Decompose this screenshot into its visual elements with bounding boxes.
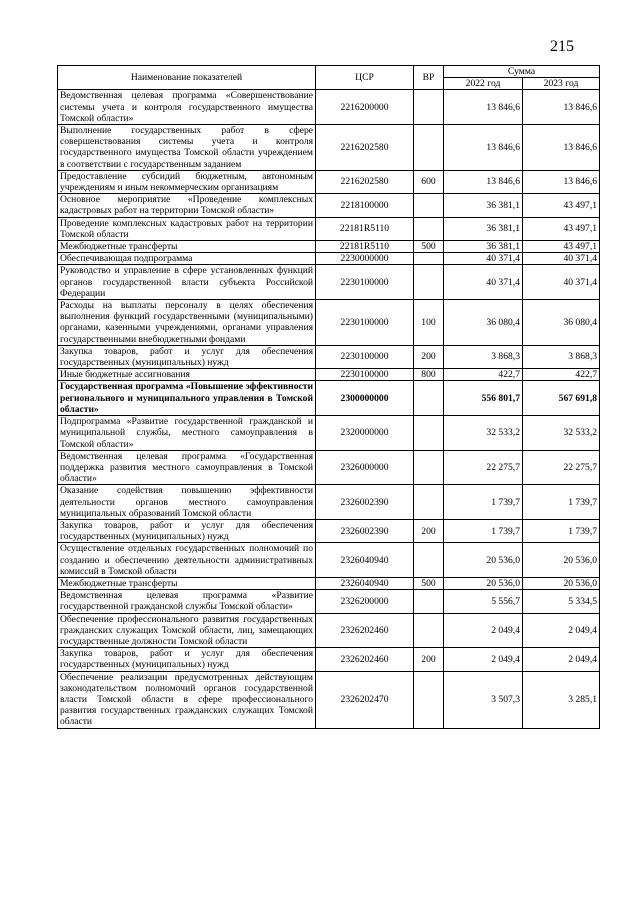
row-vr — [414, 125, 444, 171]
table-row — [58, 345, 600, 368]
row-sum-2023: 3 285,1 — [523, 671, 600, 728]
row-vr: 100 — [414, 300, 444, 346]
row-csr: 2216200000 — [316, 90, 414, 125]
row-sum-2023: 43 497,1 — [523, 241, 600, 253]
table-row — [58, 543, 600, 578]
row-sum-2022: 1 739,7 — [444, 485, 523, 520]
row-csr: 2216202580 — [316, 125, 414, 171]
header-vr: ВР — [414, 66, 444, 90]
row-sum-2023: 43 497,1 — [523, 194, 600, 217]
page-number: 215 — [550, 38, 574, 55]
row-vr: 200 — [414, 648, 444, 671]
budget-table — [57, 65, 600, 729]
row-vr — [414, 613, 444, 648]
table-row — [58, 194, 600, 217]
row-name: Иные бюджетные ассигнования — [58, 369, 316, 381]
row-sum-2023: 22 275,7 — [523, 450, 600, 485]
row-name: Оказание содействия повышению эффективности деятельности органов местного самоуправления муниципальных образований Томской области — [58, 485, 316, 520]
row-vr — [414, 217, 444, 240]
row-csr: 2230100000 — [316, 345, 414, 368]
row-sum-2023: 32 533,2 — [523, 416, 600, 451]
row-sum-2022: 3 507,3 — [444, 671, 523, 728]
row-sum-2022: 13 846,6 — [444, 125, 523, 171]
table-row — [58, 253, 600, 265]
row-sum-2023: 40 371,4 — [523, 253, 600, 265]
row-csr: 2320000000 — [316, 416, 414, 451]
row-sum-2022: 20 536,0 — [444, 543, 523, 578]
table-row — [58, 671, 600, 728]
row-sum-2023: 1 739,7 — [523, 519, 600, 542]
row-sum-2022: 3 868,3 — [444, 345, 523, 368]
row-csr: 2326040940 — [316, 543, 414, 578]
row-sum-2022: 36 080,4 — [444, 300, 523, 346]
row-name: Ведомственная целевая программа «Совершенствование системы учета и контроля государственного имущества Томской области» — [58, 90, 316, 125]
row-name: Предоставление субсидий бюджетным, автономным учреждениям и иным некоммерческим организациям — [58, 170, 316, 193]
row-csr: 2230100000 — [316, 300, 414, 346]
header-2022: 2022 год — [444, 78, 523, 90]
table-row — [58, 416, 600, 451]
row-sum-2023: 20 536,0 — [523, 543, 600, 578]
row-name: Государственная программа «Повышение эффективности регионального и муниципального управления в Томской области» — [58, 381, 316, 416]
row-sum-2022: 2 049,4 — [444, 648, 523, 671]
row-csr: 2326200000 — [316, 590, 414, 613]
row-name: Межбюджетные трансферты — [58, 577, 316, 589]
header-name: Наименование показателей — [58, 66, 316, 90]
row-vr — [414, 416, 444, 451]
row-csr: 2326202460 — [316, 613, 414, 648]
row-csr: 2326040940 — [316, 577, 414, 589]
table-row — [58, 300, 600, 346]
row-name: Закупка товаров, работ и услуг для обеспечения государственных (муниципальных) нужд — [58, 648, 316, 671]
row-sum-2023: 13 846,6 — [523, 125, 600, 171]
row-vr — [414, 485, 444, 520]
row-name: Ведомственная целевая программа «Развитие государственной гражданской службы Томской области» — [58, 590, 316, 613]
row-sum-2023: 2 049,4 — [523, 613, 600, 648]
row-sum-2022: 40 371,4 — [444, 265, 523, 300]
row-sum-2022: 556 801,7 — [444, 381, 523, 416]
header-sum: Сумма — [444, 66, 600, 78]
row-vr: 600 — [414, 170, 444, 193]
row-sum-2023: 20 536,0 — [523, 577, 600, 589]
row-sum-2022: 40 371,4 — [444, 253, 523, 265]
table-row — [58, 369, 600, 381]
row-vr — [414, 590, 444, 613]
row-vr — [414, 671, 444, 728]
table-row — [58, 125, 600, 171]
table-row — [58, 381, 600, 416]
row-sum-2023: 13 846,6 — [523, 90, 600, 125]
table-row — [58, 90, 600, 125]
row-sum-2023: 422,7 — [523, 369, 600, 381]
row-sum-2023: 1 739,7 — [523, 485, 600, 520]
table-row — [58, 519, 600, 542]
row-sum-2022: 1 739,7 — [444, 519, 523, 542]
row-sum-2022: 2 049,4 — [444, 613, 523, 648]
row-sum-2023: 2 049,4 — [523, 648, 600, 671]
row-sum-2022: 422,7 — [444, 369, 523, 381]
row-sum-2022: 13 846,6 — [444, 170, 523, 193]
row-csr: 2216202580 — [316, 170, 414, 193]
row-name: Выполнение государственных работ в сфере совершенствования системы учета и контроля государственного имущества Томской области учреждением в соответствии с государственным заданием — [58, 125, 316, 171]
row-name: Закупка товаров, работ и услуг для обеспечения государственных (муниципальных) нужд — [58, 519, 316, 542]
row-name: Руководство и управление в сфере установленных функций органов государственной власти субъекта Российской Федерации — [58, 265, 316, 300]
row-csr: 22181R5110 — [316, 217, 414, 240]
row-sum-2022: 13 846,6 — [444, 90, 523, 125]
row-sum-2022: 36 381,1 — [444, 217, 523, 240]
row-csr: 2218100000 — [316, 194, 414, 217]
row-sum-2023: 567 691,8 — [523, 381, 600, 416]
row-sum-2023: 36 080,4 — [523, 300, 600, 346]
row-csr: 2300000000 — [316, 381, 414, 416]
row-sum-2022: 36 381,1 — [444, 241, 523, 253]
row-name: Межбюджетные трансферты — [58, 241, 316, 253]
row-sum-2022: 36 381,1 — [444, 194, 523, 217]
row-vr — [414, 265, 444, 300]
row-csr: 2326002390 — [316, 519, 414, 542]
row-name: Проведение комплексных кадастровых работ на территории Томской области — [58, 217, 316, 240]
row-name: Осуществление отдельных государственных полномочий по созданию и обеспечению деятельности административных комиссий в Томской области — [58, 543, 316, 578]
row-vr — [414, 253, 444, 265]
row-csr: 2326202470 — [316, 671, 414, 728]
row-csr: 2230100000 — [316, 369, 414, 381]
row-name: Расходы на выплаты персоналу в целях обеспечения выполнения функций государственными (муниципальными) органами, казенными учреждениями, органами управления государственными внебюджетными фондами — [58, 300, 316, 346]
row-vr — [414, 381, 444, 416]
row-vr: 800 — [414, 369, 444, 381]
header-csr: ЦСР — [316, 66, 414, 90]
row-vr — [414, 450, 444, 485]
row-sum-2022: 22 275,7 — [444, 450, 523, 485]
row-csr: 2230000000 — [316, 253, 414, 265]
row-sum-2023: 3 868,3 — [523, 345, 600, 368]
table-row — [58, 648, 600, 671]
row-csr: 2326000000 — [316, 450, 414, 485]
row-csr: 2230100000 — [316, 265, 414, 300]
row-sum-2023: 5 334,5 — [523, 590, 600, 613]
row-sum-2022: 20 536,0 — [444, 577, 523, 589]
table-body — [58, 90, 600, 728]
row-vr — [414, 90, 444, 125]
row-name: Закупка товаров, работ и услуг для обеспечения государственных (муниципальных) нужд — [58, 345, 316, 368]
row-vr: 500 — [414, 241, 444, 253]
row-sum-2022: 32 533,2 — [444, 416, 523, 451]
table-row — [58, 485, 600, 520]
row-sum-2023: 43 497,1 — [523, 217, 600, 240]
row-name: Подпрограмма «Развитие государственной гражданской и муниципальной службы, местного самоуправления в Томской области» — [58, 416, 316, 451]
row-name: Основное мероприятие «Проведение комплексных кадастровых работ на территории Томской области» — [58, 194, 316, 217]
table-row — [58, 577, 600, 589]
table-row — [58, 170, 600, 193]
row-csr: 22181R5110 — [316, 241, 414, 253]
row-name: Ведомственная целевая программа «Государственная поддержка развития местного самоуправления в Томской области» — [58, 450, 316, 485]
row-sum-2022: 5 556,7 — [444, 590, 523, 613]
row-csr: 2326002390 — [316, 485, 414, 520]
table-row — [58, 590, 600, 613]
row-name: Обеспечение реализации предусмотренных действующим законодательством полномочий органов государственной власти Томской области в сфере профессионального развития государственных гражданских служащих Томской области — [58, 671, 316, 728]
table-row — [58, 265, 600, 300]
table-row — [58, 613, 600, 648]
row-name: Обеспечивающая подпрограмма — [58, 253, 316, 265]
row-sum-2023: 40 371,4 — [523, 265, 600, 300]
row-vr: 500 — [414, 577, 444, 589]
row-vr: 200 — [414, 345, 444, 368]
row-sum-2023: 13 846,6 — [523, 170, 600, 193]
row-csr: 2326202460 — [316, 648, 414, 671]
table-row — [58, 241, 600, 253]
table-row — [58, 217, 600, 240]
table-row — [58, 450, 600, 485]
row-name: Обеспечение профессионального развития государственных гражданских служащих Томской области, лиц, замещающих государственные должности Томской области — [58, 613, 316, 648]
row-vr: 200 — [414, 519, 444, 542]
row-vr — [414, 543, 444, 578]
row-vr — [414, 194, 444, 217]
header-2023: 2023 год — [523, 78, 600, 90]
